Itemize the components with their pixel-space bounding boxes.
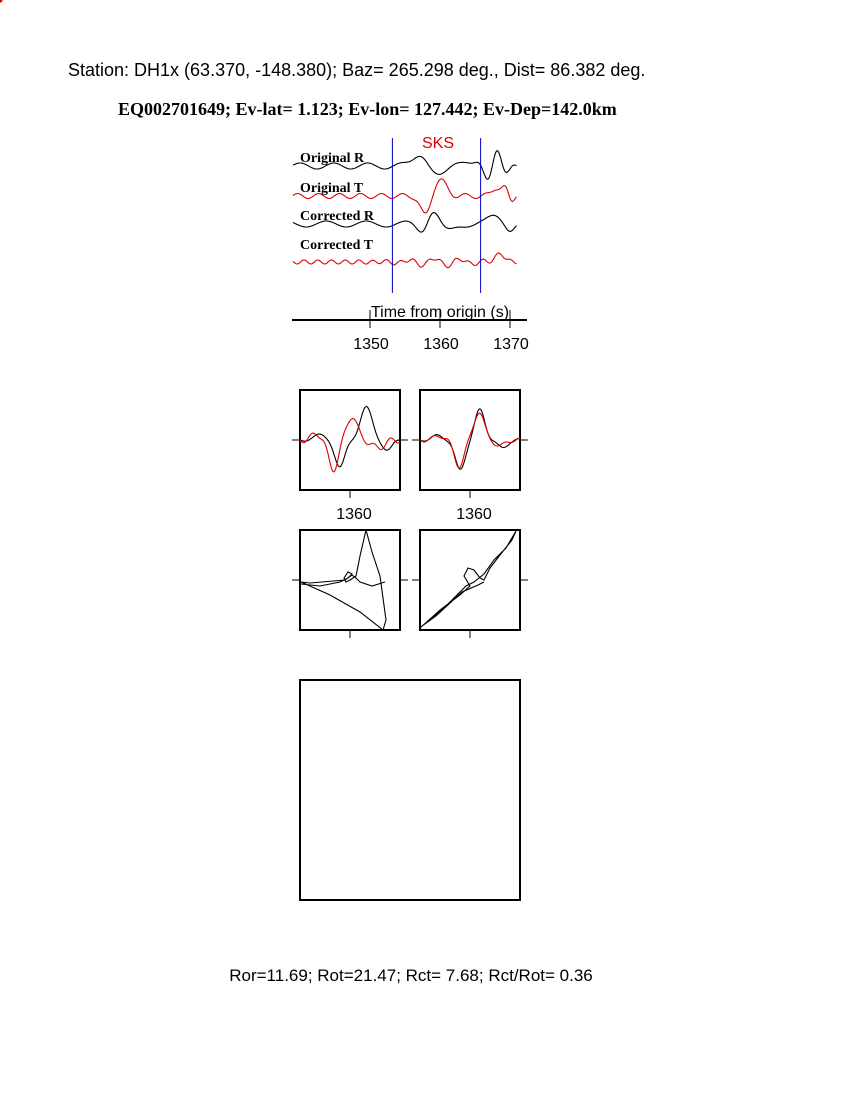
trace-corrected-transverse [293,253,516,268]
waveform-original-transverse [300,419,400,472]
waveform-original-radial [300,407,400,467]
waveform-panel-corrected [412,390,528,523]
time-tick-label: 1360 [423,336,459,353]
particle-motion-corrected [412,530,528,638]
waveform-panel-original [292,390,408,523]
ratio-summary: Ror=11.69; Rot=21.47; Rct= 7.68; Rct/Rot= 0.36 [229,966,593,985]
contour-plot-frame [300,680,520,900]
waveform-corrected-radial [420,409,520,469]
best-fit-marker [0,0,3,3]
event-info: EQ002701649; Ev-lat= 1.123; Ev-lon= 127.442; Ev-Dep=142.0km [118,99,617,119]
particle-motion-curve-corrected [420,531,516,628]
waveform-tick-label-original: 1360 [336,506,372,523]
particle-motion-original [292,530,408,638]
trace-label-original-r: Original R [300,151,365,166]
seismogram-panel [292,135,529,353]
time-tick-label: 1350 [353,336,389,353]
time-axis-label: Time from origin (s) [370,304,510,321]
time-tick-label: 1370 [493,336,529,353]
trace-label-original-t: Original T [300,181,364,196]
station-info: Station: DH1x (63.370, -148.380); Baz= 265.298 deg., Dist= 86.382 deg. [68,60,646,80]
waveform-tick-label-corrected: 1360 [456,506,492,523]
trace-label-corrected-t: Corrected T [300,238,373,253]
trace-label-corrected-r: Corrected R [300,209,374,224]
phase-label: SKS [421,135,455,152]
particle-motion-curve-original [301,530,386,630]
